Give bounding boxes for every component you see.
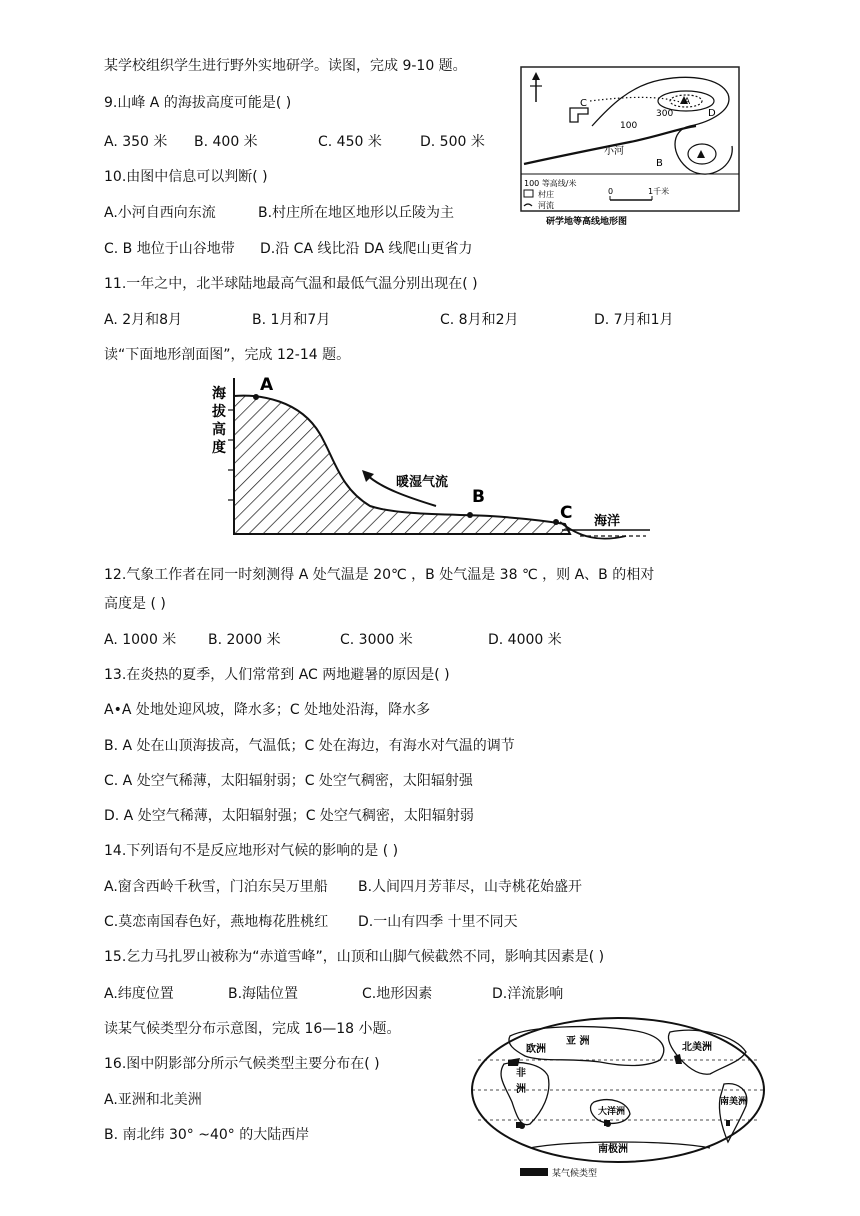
label-antarctica: 南极洲 (598, 1144, 628, 1155)
q9-option-a: A. 350 米 (104, 134, 168, 150)
q13-option-b: B. A 处在山顶海拔高，气温低；C 处在海边，有海水对气温的调节 (104, 738, 515, 754)
question-14: 14.下列语句不是反应地形对气候的影响的是 ( ) (104, 843, 399, 859)
q10-option-a: A.小河自西向东流 (104, 205, 216, 221)
q12-option-c: C. 3000 米 (340, 632, 413, 648)
intro-profile: 读“下面地形剖面图”，完成 12-14 题。 (104, 347, 351, 363)
airflow-label: 暖湿气流 (396, 475, 449, 490)
legend-lake: 河流 (538, 201, 554, 210)
q10-option-d: D.沿 CA 线比沿 DA 线爬山更省力 (260, 241, 473, 257)
q12-option-a: A. 1000 米 (104, 632, 177, 648)
label-100: 100 (620, 121, 638, 131)
q15-option-a: A.纬度位置 (104, 986, 174, 1002)
q11-option-a: A. 2月和8月 (104, 312, 183, 328)
label-d: D (708, 108, 716, 119)
question-15: 15.乞力马扎罗山被称为“赤道雪峰”，山顶和山脚气候截然不同，影响其因素是( ) (104, 949, 605, 965)
legend-village: 村庄 (538, 190, 554, 199)
world-climate-map (470, 1016, 770, 1186)
map-caption: 研学地等高线地形图 (546, 217, 628, 227)
q12-option-b: B. 2000 米 (208, 632, 281, 648)
ylabel-1: 海 (212, 386, 226, 402)
q11-option-b: B. 1月和7月 (252, 312, 331, 328)
ylabel-2: 拔 (212, 404, 226, 420)
ylabel-3: 高 (212, 422, 226, 438)
ocean-label: 海洋 (594, 514, 621, 529)
q14-option-c: C.莫恋南国春色好，燕地梅花胜桃红 (104, 914, 329, 930)
q16-option-a: A.亚洲和北美洲 (104, 1092, 202, 1108)
scale-one: 1千米 (648, 187, 670, 196)
q15-option-c: C.地形因素 (362, 986, 433, 1002)
label-europe: 欧洲 (526, 1044, 546, 1055)
q16-option-b: B. 南北纬 30° ~40° 的大陆西岸 (104, 1127, 310, 1143)
label-300: 300 (656, 109, 674, 119)
label-africa-1: 非 (516, 1068, 526, 1079)
q11-option-c: C. 8月和2月 (440, 312, 519, 328)
intro-climate: 读某气候类型分布示意图，完成 16—18 小题。 (104, 1021, 401, 1037)
q13-option-d: D. A 处空气稀薄，太阳辐射强；C 处空气稠密，太阳辐射弱 (104, 808, 474, 824)
label-river: 小河 (604, 146, 624, 157)
q15-option-d: D.洋流影响 (492, 986, 564, 1002)
question-13: 13.在炎热的夏季，人们常常到 AC 两地避暑的原因是( ) (104, 667, 450, 683)
contour-map (520, 66, 740, 228)
scale-zero: 0 (608, 187, 614, 196)
q9-option-d: D. 500 米 (420, 134, 485, 150)
label-c: C (580, 98, 587, 109)
q10-option-b: B.村庄所在地区地形以丘陵为主 (258, 205, 455, 221)
question-9: 9.山峰 A 的海拔高度可能是( ) (104, 95, 292, 111)
question-12: 12.气象工作者在同一时刻测得 A 处气温是 20℃ ，B 处气温是 38 ℃ ，则 A、B 的相对 (104, 567, 655, 583)
label-oceania: 大洋洲 (598, 1107, 626, 1117)
q14-option-a: A.窗含西岭千秋雪，门泊东吴万里船 (104, 879, 328, 895)
point-a-label: A (260, 375, 274, 395)
q9-option-b: B. 400 米 (194, 134, 258, 150)
q11-option-d: D. 7月和1月 (594, 312, 674, 328)
legend-contour: 100 等高线/米 (524, 179, 577, 188)
q13-option-c: C. A 处空气稀薄，太阳辐射弱；C 处空气稠密，太阳辐射强 (104, 773, 473, 789)
label-south-america: 南美洲 (720, 1097, 748, 1107)
q13-option-a: A•A 处地处迎风坡，降水多；C 处地处沿海，降水多 (104, 702, 431, 718)
q15-option-b: B.海陆位置 (228, 986, 299, 1002)
q10-option-c: C. B 地位于山谷地带 (104, 241, 235, 257)
label-a: A (684, 97, 691, 107)
q9-option-c: C. 450 米 (318, 134, 382, 150)
question-16: 16.图中阴影部分所示气候类型主要分布在( ) (104, 1056, 380, 1072)
point-b-label: B (472, 487, 485, 507)
q14-option-d: D.一山有四季 十里不同天 (358, 914, 518, 930)
question-12-cont: 高度是 ( ) (104, 596, 166, 612)
label-b: B (656, 158, 663, 169)
label-asia: 亚 洲 (566, 1036, 590, 1047)
question-10: 10.由图中信息可以判断( ) (104, 169, 268, 185)
q12-option-d: D. 4000 米 (488, 632, 562, 648)
world-map-legend: 某气候类型 (552, 1169, 598, 1179)
ylabel-4: 度 (212, 440, 226, 456)
label-africa-2: 洲 (516, 1084, 526, 1095)
terrain-profile (200, 370, 650, 540)
point-c-label: C (560, 503, 573, 523)
intro-text: 某学校组织学生进行野外实地研学。读图，完成 9-10 题。 (104, 58, 467, 74)
label-north-america: 北美洲 (682, 1042, 712, 1053)
question-11: 11.一年之中，北半球陆地最高气温和最低气温分别出现在( ) (104, 276, 478, 292)
q14-option-b: B.人间四月芳菲尽，山寺桃花始盛开 (358, 879, 583, 895)
